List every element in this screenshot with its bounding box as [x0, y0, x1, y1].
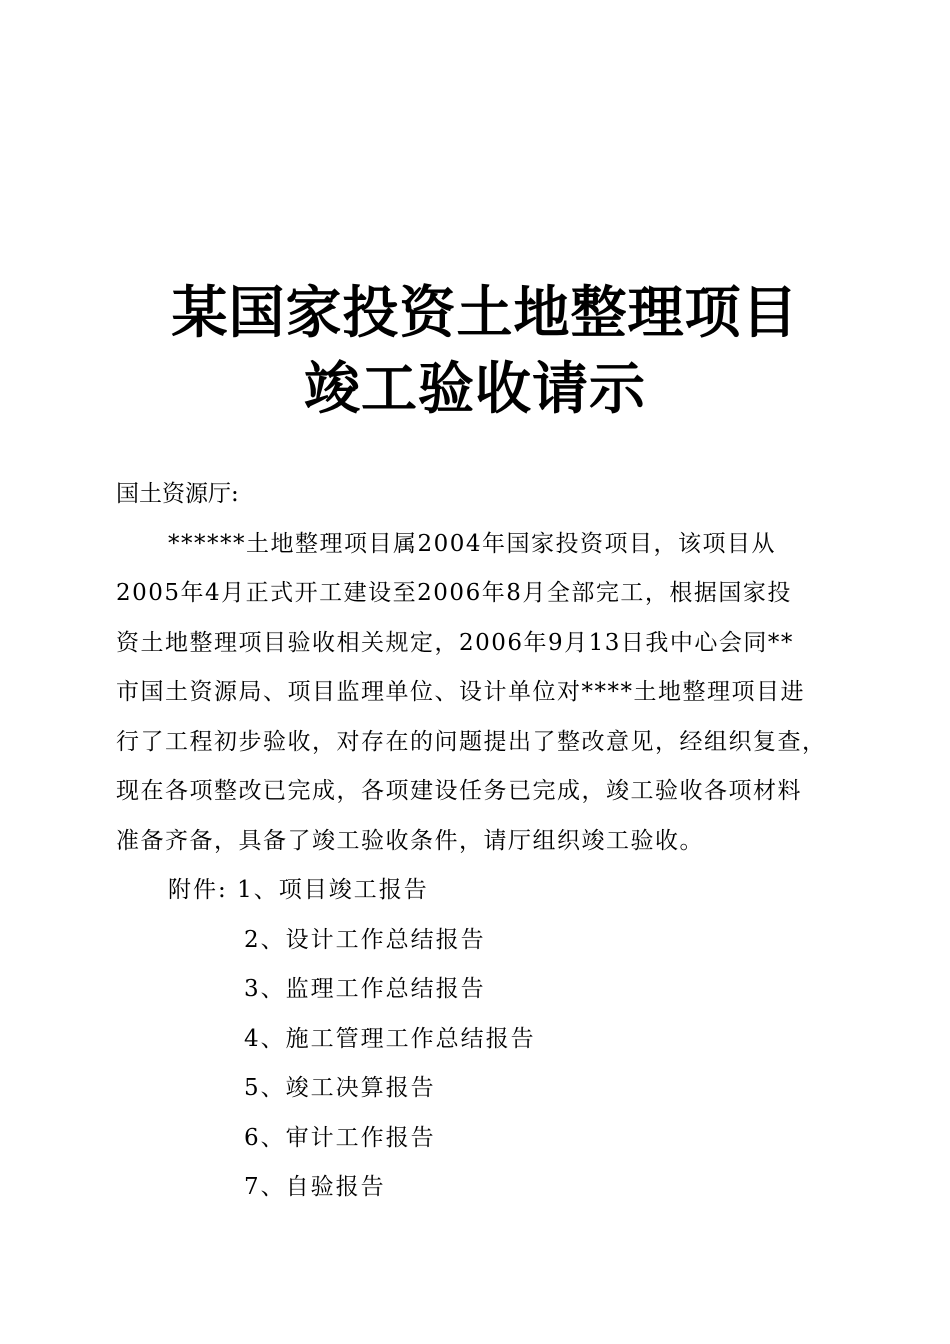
attachments-list	[116, 866, 846, 1213]
document-title	[0, 276, 950, 428]
attachment-item: 4、施工管理工作总结报告	[244, 1025, 536, 1052]
attachment-item: 3、监理工作总结报告	[244, 976, 486, 1002]
attachments-label: 附件:	[168, 877, 228, 903]
document-body	[116, 470, 846, 1213]
attachment-item	[116, 866, 846, 916]
title-line-2: 竣工验收请示	[304, 357, 646, 422]
body-line: 准备齐备，具备了竣工验收条件，请厅组织竣工验收。	[116, 827, 704, 854]
body-paragraph	[116, 520, 846, 867]
attachment-text: 1、项目竣工报告	[237, 877, 429, 903]
title-line-1: 某国家投资土地整理项目	[171, 281, 799, 346]
body-line: 现在各项整改已完成，各项建设任务已完成，竣工验收各项材料	[116, 778, 802, 804]
body-line: 2005年4月正式开工建设至2006年8月全部完工，根据国家投	[116, 580, 792, 606]
salutation: 国土资源厅:	[116, 481, 239, 507]
body-line: 市国土资源局、项目监理单位、设计单位对****土地整理项目进	[116, 679, 805, 705]
attachment-item: 2、设计工作总结报告	[244, 926, 486, 953]
attachment-item: 7、自验报告	[244, 1174, 386, 1200]
attachment-item: 5、竣工决算报告	[244, 1075, 436, 1101]
body-line: ******土地整理项目属2004年国家投资项目，该项目从	[168, 530, 777, 557]
body-line: 行了工程初步验收，对存在的问题提出了整改意见，经组织复查，	[116, 728, 827, 755]
attachment-item: 6、审计工作报告	[244, 1124, 436, 1151]
body-line: 资土地整理项目验收相关规定，2006年9月13日我中心会同**	[116, 629, 794, 656]
